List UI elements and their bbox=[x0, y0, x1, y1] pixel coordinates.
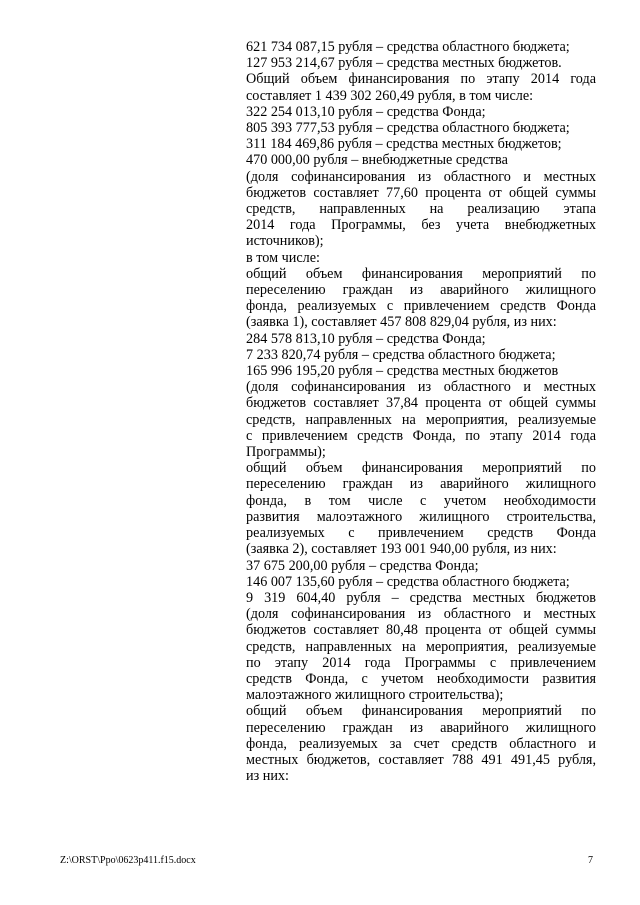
text-line: в том числе: bbox=[246, 249, 320, 266]
text-line: бюджетов составляет 37,84 процента от общей суммы bbox=[246, 395, 596, 412]
text-line: 9 319 604,40 рубля – средства местных бюджетов bbox=[246, 589, 596, 606]
text-line: 322 254 013,10 рубля – средства Фонда; bbox=[246, 103, 486, 120]
text-line: средств, направленных на реализацию этапа bbox=[246, 201, 596, 218]
text-line: фонда, реализуемых за счет средств областного и bbox=[246, 735, 596, 752]
text-line: (заявка 1), составляет 457 808 829,04 рубля, из них: bbox=[246, 314, 557, 331]
text-line: общий объем финансирования мероприятий по bbox=[246, 265, 596, 282]
text-line: по этапу 2014 года Программы с привлечением bbox=[246, 654, 596, 671]
text-line: источников); bbox=[246, 233, 324, 250]
text-line: общий объем финансирования мероприятий по bbox=[246, 460, 596, 477]
text-line: средств, направленных на мероприятия, реализуемые bbox=[246, 638, 596, 655]
text-line: переселению граждан из аварийного жилищного bbox=[246, 282, 596, 299]
text-line: (доля софинансирования из областного и местных bbox=[246, 168, 596, 185]
text-line: бюджетов составляет 80,48 процента от общей суммы bbox=[246, 622, 596, 639]
text-line: (доля софинансирования из областного и местных bbox=[246, 606, 596, 623]
text-line: 146 007 135,60 рубля – средства областного бюджета; bbox=[246, 573, 570, 590]
text-line: переселению граждан из аварийного жилищного bbox=[246, 719, 596, 736]
footer-file-path: Z:\ORST\Ppo\0623p411.f15.docx bbox=[60, 855, 196, 866]
text-line: 470 000,00 рубля – внебюджетные средства bbox=[246, 152, 508, 169]
text-line: фонда, реализуемых с привлечением средств Фонда bbox=[246, 298, 596, 315]
text-line: реализуемых с привлечением средств Фонда bbox=[246, 525, 596, 542]
text-line: развития малоэтажного жилищного строительства, bbox=[246, 508, 596, 525]
text-line: 165 996 195,20 рубля – средства местных бюджетов bbox=[246, 363, 559, 380]
text-line: 37 675 200,00 рубля – средства Фонда; bbox=[246, 557, 479, 574]
footer-page-number: 7 bbox=[588, 855, 593, 866]
document-body-text bbox=[246, 39, 596, 784]
text-line: 127 953 214,67 рубля – средства местных бюджетов. bbox=[246, 55, 562, 72]
text-line: составляет 1 439 302 260,49 рубля, в том числе: bbox=[246, 87, 534, 104]
text-line: с привлечением средств Фонда, по этапу 2014 года bbox=[246, 427, 596, 444]
text-line: фонда, в том числе с учетом необходимости bbox=[246, 492, 596, 509]
text-line: малоэтажного жилищного строительства); bbox=[246, 687, 504, 704]
text-line: бюджетов составляет 77,60 процента от общей суммы bbox=[246, 184, 596, 201]
text-line: 805 393 777,53 рубля – средства областного бюджета; bbox=[246, 120, 570, 137]
text-line: переселению граждан из аварийного жилищного bbox=[246, 476, 596, 493]
text-line: 2014 года Программы, без учета внебюджетных bbox=[246, 217, 596, 234]
text-line: общий объем финансирования мероприятий по bbox=[246, 703, 596, 720]
text-line: средств, направленных на мероприятия, реализуемые bbox=[246, 411, 596, 428]
text-line: из них: bbox=[246, 768, 289, 785]
text-line: средств Фонда, с учетом необходимости развития bbox=[246, 670, 596, 687]
text-line: (заявка 2), составляет 193 001 940,00 рубля, из них: bbox=[246, 541, 557, 558]
text-line: 311 184 469,86 рубля – средства местных бюджетов; bbox=[246, 136, 562, 153]
text-line: 284 578 813,10 рубля – средства Фонда; bbox=[246, 330, 486, 347]
text-line: 621 734 087,15 рубля – средства областного бюджета; bbox=[246, 39, 570, 55]
text-line: 7 233 820,74 рубля – средства областного бюджета; bbox=[246, 346, 556, 363]
text-line: (доля софинансирования из областного и местных bbox=[246, 379, 596, 396]
text-line: Программы); bbox=[246, 444, 326, 461]
text-line: местных бюджетов, составляет 788 491 491,45 рубля, bbox=[246, 751, 596, 768]
text-line: Общий объем финансирования по этапу 2014 года bbox=[246, 71, 596, 88]
